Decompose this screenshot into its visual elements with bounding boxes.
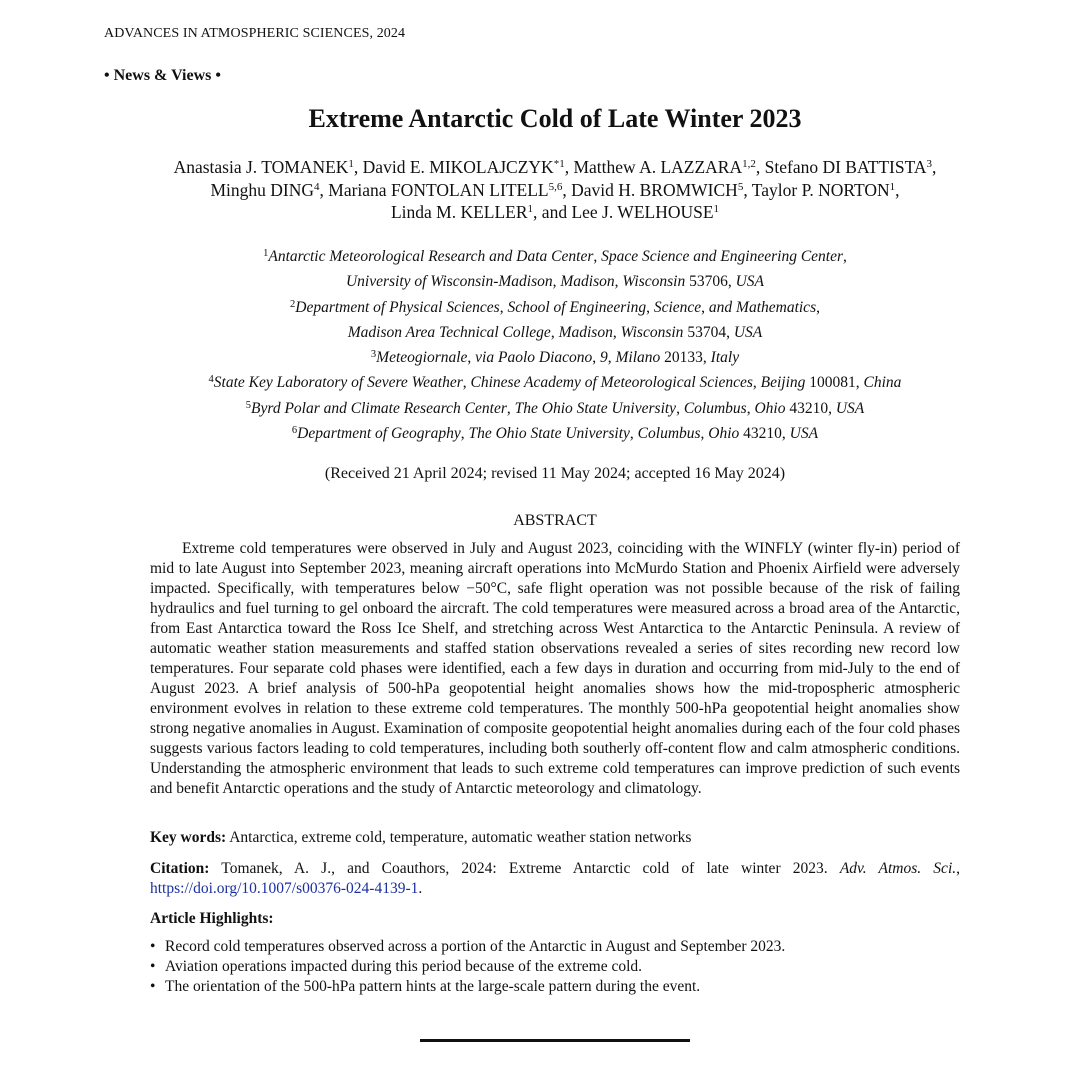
footer-rule <box>420 1039 690 1042</box>
author-separator: , and <box>533 202 572 222</box>
highlight-item <box>150 937 785 957</box>
affiliation-part: , <box>629 425 638 443</box>
affiliation-part: , <box>614 273 623 291</box>
citation-journal: Adv. Atmos. Sci. <box>839 860 957 877</box>
affiliation-part: 20133, <box>660 349 711 367</box>
affiliation-part: Italy <box>710 349 740 367</box>
affiliation-number: 5 <box>245 399 252 411</box>
affiliation-part: , <box>550 323 559 341</box>
bullet-icon: • <box>150 978 156 995</box>
affiliation-part: , <box>506 399 515 417</box>
affiliation-part: University of Wisconsin-Madison <box>345 273 553 291</box>
affiliation-part: USA <box>835 399 865 417</box>
affiliation-line <box>0 320 1080 345</box>
doi-link[interactable]: https://doi.org/10.1007/s00376-024-4139-1 <box>150 880 419 897</box>
citation-end: . <box>418 880 423 897</box>
affiliation-part: The Ohio State University <box>468 425 630 443</box>
affiliation-part: USA <box>789 425 819 443</box>
highlight-text: Aviation operations impacted during this period because of the extreme cold. <box>165 958 643 975</box>
affiliation-part: The Ohio State University <box>514 399 677 417</box>
author-affiliation-marker: 3 <box>926 158 933 170</box>
highlight-text: Record cold temperatures observed across a portion of the Antarctic in August and September 2023. <box>165 938 786 955</box>
author-affiliation-marker: 1 <box>348 158 354 170</box>
citation-comma: , <box>956 860 960 877</box>
abstract-heading: ABSTRACT <box>513 512 597 529</box>
keywords-text: Antarctica, extreme cold, temperature, automatic weather station networks <box>226 829 692 846</box>
affiliation-part: 43210, <box>739 425 790 443</box>
affiliation-part: Space Science and Engineering Center <box>601 248 844 265</box>
citation <box>150 859 960 899</box>
affiliation-part: , <box>816 298 820 316</box>
affiliation-part: School of Engineering <box>507 298 647 316</box>
affiliation-part: Ohio <box>708 425 740 443</box>
abstract-text: Extreme cold temperatures were observed in July and August 2023, coinciding with the WINFLY (winter fly-in) period of mid to late August into September 2023, meaning aircraft operations into McMurdo Station and Phoenix Airfield were adversely impacted. Specifically, with temperatures below −50°C, safe flight operation was not possible because of the risk of failing hydraulics and fuel turning to gel onboard the aircraft. The cold temperatures were measured across a broad area of the Antarctic, from East Antarctica toward the Ross Ice Shelf, and stretching across West Antarctica to the Antarctic Peninsula. A review of automatic weather station measurements and staffed station observations revealed a series of sites recording new record low temperatures. Four separate cold phases were identified, each a few days in duration and occurring from mid-July to the end of August 2023. A brief analysis of 500-hPa geopotential height anomalies shows how the mid-tropospheric atmospheric environment evolves in relation to these extreme cold temperatures. The monthly 500-hPa geopotential height anomalies show strong negative anomalies in August. Examination of composite geopotential height anomalies during each of the four cold phases suggests various factors leading to cold temperatures, including both southerly off-content flow and calm atmospheric conditions. Understanding the atmospheric environment that leads to such extreme cold temperatures can improve prediction of such events and benefit Antarctic operations and the study of Antarctic meteorology and climatology. <box>150 540 960 797</box>
affiliation-part: Milano <box>615 349 661 367</box>
affiliation-part: , <box>700 425 709 443</box>
affiliation-line <box>0 295 1080 320</box>
affiliation-part: Department of Physical Sciences <box>295 298 500 316</box>
highlights-heading: Article Highlights: <box>150 910 274 927</box>
affiliation-part: Antarctic Meteorological Research and Data Center <box>268 248 594 265</box>
author-separator: , <box>319 179 329 200</box>
author-name: David H. BROMWICH <box>571 179 738 200</box>
affiliation-part: 9 <box>600 349 608 367</box>
affiliation-part: , <box>752 374 761 392</box>
author-name: David E. MIKOLAJCZYK <box>362 157 554 177</box>
affiliation-part: USA <box>735 273 765 291</box>
keywords-label: Key words: <box>150 829 227 846</box>
author-separator: , <box>562 179 572 200</box>
affiliation-line <box>0 345 1080 370</box>
bullet-icon: • <box>150 958 156 975</box>
affiliation-part: , <box>676 399 684 417</box>
affiliation-number: 1 <box>263 248 269 259</box>
author-affiliation-marker: 5,6 <box>548 180 563 193</box>
citation-text: Tomanek, A. J., and Coauthors, 2024: Extreme Antarctic cold of late winter 2023. <box>209 860 840 877</box>
author-affiliation-marker: 4 <box>314 180 320 193</box>
affiliation-part: China <box>863 374 902 392</box>
affiliation-part: and Mathematics <box>708 298 817 316</box>
affiliation-part: Department of Geography <box>297 425 461 443</box>
affiliation-list <box>0 244 1080 446</box>
journal-header: ADVANCES IN ATMOSPHERIC SCIENCES, 2024 <box>104 26 406 41</box>
author-affiliation-marker: 1 <box>713 203 720 215</box>
author-name: Taylor P. NORTON <box>751 179 890 200</box>
affiliation-part: Madison <box>560 273 615 291</box>
author-affiliation-marker: 1 <box>889 180 896 193</box>
author-affiliation-marker: 1 <box>527 203 534 215</box>
author-name: Matthew A. LAZZARA <box>573 157 743 177</box>
affiliation-part: Madison Area Technical College <box>347 323 551 341</box>
affiliation-part: Science <box>653 298 702 316</box>
affiliation-part: Beijing <box>760 374 806 392</box>
affiliation-part: , <box>746 399 755 417</box>
highlight-text: The orientation of the 500-hPa pattern hints at the large-scale pattern during the event. <box>165 978 701 995</box>
author-affiliation-marker: *1 <box>553 158 565 170</box>
author-separator: , <box>564 157 574 177</box>
author-separator: , <box>755 157 765 177</box>
affiliation-number: 6 <box>291 425 298 437</box>
author-separator: , <box>743 179 752 200</box>
author-affiliation-marker: 5 <box>737 180 744 193</box>
keywords <box>150 829 960 847</box>
affiliation-part: 43210, <box>785 399 836 417</box>
highlight-item <box>150 957 785 977</box>
affiliation-line <box>0 396 1080 421</box>
author-separator: , <box>353 157 363 177</box>
affiliation-part: 53704, <box>683 323 734 341</box>
affiliation-part: 100081, <box>805 374 864 392</box>
highlights-list <box>150 937 785 997</box>
affiliation-part: , <box>592 349 601 367</box>
affiliation-part: , <box>843 248 847 265</box>
affiliation-part: State Key Laboratory of Severe Weather <box>213 374 463 392</box>
highlight-item <box>150 977 785 997</box>
affiliation-line <box>0 244 1080 269</box>
affiliation-part: Byrd Polar and Climate Research Center <box>251 399 507 417</box>
paper-title: Extreme Antarctic Cold of Late Winter 2023 <box>308 104 802 133</box>
affiliation-part: , <box>462 374 471 392</box>
affiliation-number: 2 <box>290 298 296 310</box>
affiliation-line <box>0 269 1080 294</box>
affiliation-part: Columbus <box>637 425 701 443</box>
affiliation-number: 3 <box>370 349 377 361</box>
affiliation-part: Wisconsin <box>620 323 684 341</box>
citation-label: Citation: <box>150 860 210 877</box>
affiliation-part: 53706, <box>685 273 736 291</box>
affiliation-part: , <box>552 273 561 291</box>
affiliation-line <box>0 421 1080 446</box>
affiliation-line <box>0 370 1080 395</box>
section-label: • News & Views • <box>104 67 221 84</box>
author-separator: , <box>895 179 900 200</box>
affiliation-part: Madison <box>558 323 613 341</box>
affiliation-part: , <box>460 425 469 443</box>
affiliation-part: USA <box>733 323 763 341</box>
affiliation-part: Columbus <box>683 399 747 417</box>
bullet-icon: • <box>150 938 156 955</box>
affiliation-part: , <box>607 349 616 367</box>
affiliation-part: via Paolo Diacono <box>475 349 593 367</box>
affiliation-part: Chinese Academy of Meteorological Sciences <box>470 374 753 392</box>
affiliation-part: , <box>467 349 476 367</box>
author-name: Anastasia J. TOMANEK <box>173 157 349 177</box>
affiliation-part: Wisconsin <box>622 273 686 291</box>
author-name: Mariana FONTOLAN LITELL <box>328 179 549 200</box>
author-list <box>0 156 1080 224</box>
affiliation-part: , <box>701 298 709 316</box>
author-name: Lee J. WELHOUSE <box>571 202 714 222</box>
affiliation-part: , <box>646 298 654 316</box>
author-name: Stefano DI BATTISTA <box>764 157 927 177</box>
affiliation-part: Ohio <box>754 399 786 417</box>
author-affiliation-marker: 1,2 <box>742 158 756 170</box>
affiliation-number: 4 <box>208 374 214 386</box>
received-dates: (Received 21 April 2024; revised 11 May 2024; accepted 16 May 2024) <box>324 465 786 482</box>
affiliation-part: , <box>499 298 508 316</box>
affiliation-part: , <box>612 323 621 341</box>
author-separator: , <box>932 157 937 177</box>
author-name: Linda M. KELLER <box>390 202 528 222</box>
author-name: Minghu DING <box>210 179 315 200</box>
affiliation-part: Meteogiornale <box>376 349 468 367</box>
affiliation-part: , <box>593 248 602 265</box>
